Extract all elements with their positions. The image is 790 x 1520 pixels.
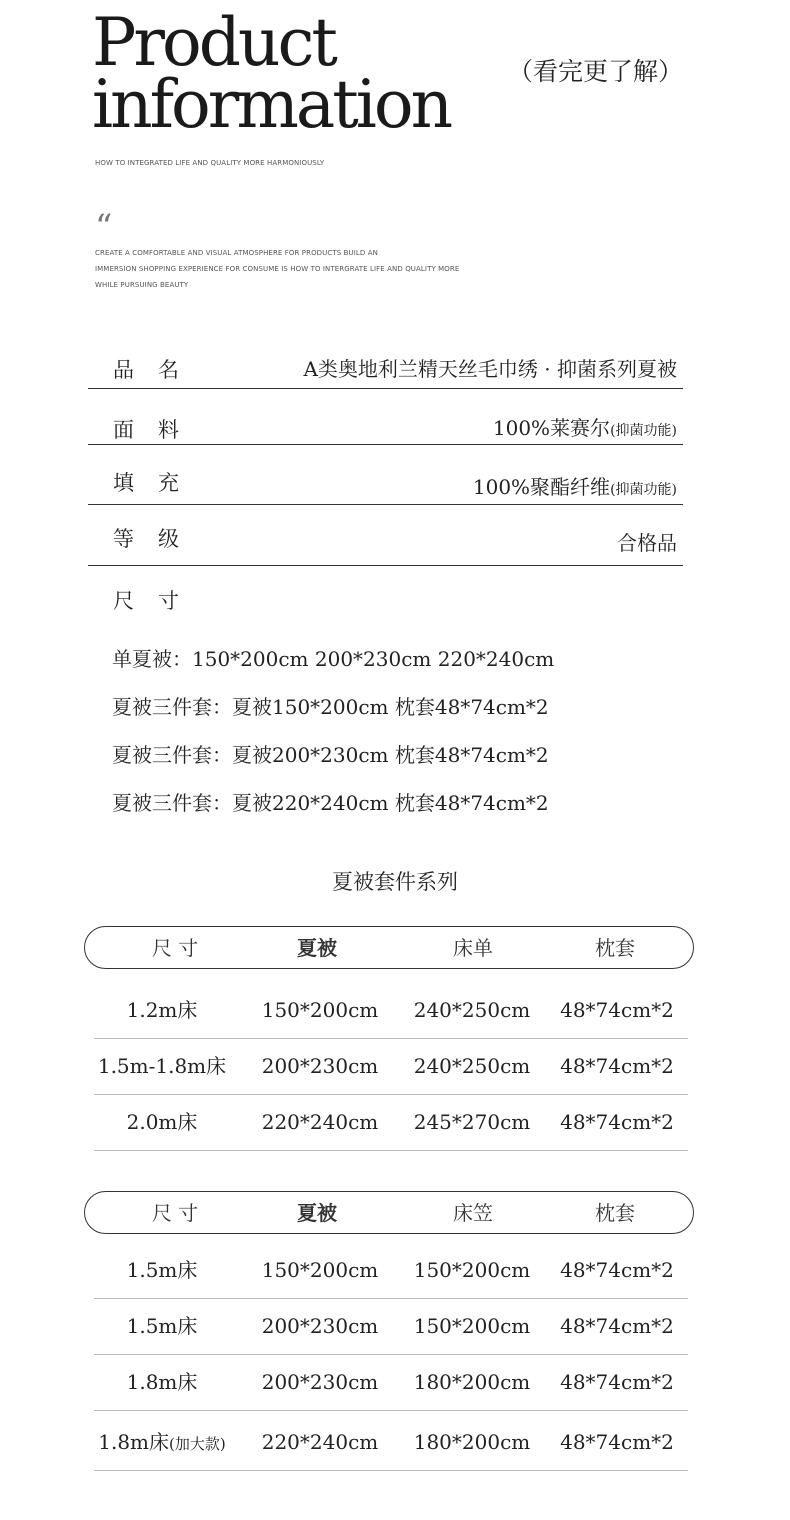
spec-size-label: 尺寸 [113,589,203,613]
table-row [94,982,688,1039]
cell-size: 2.0m床 [126,1110,198,1134]
header-subtitle: HOW TO INTEGRATED LIFE AND QUALITY MORE HARMONIOUSLY [95,159,325,167]
table2-header-pillowcase: 枕套 [595,1201,635,1225]
table-row [94,1414,688,1471]
cell-sheet: 240*250cm [413,1054,531,1078]
cell-size: 1.2m床 [126,998,198,1022]
cell-pillowcase: 48*74cm*2 [560,1110,674,1134]
spec-grade-label: 等级 [113,527,203,551]
cell-size-note: (加大款) [169,1435,226,1453]
spec-filling-label: 填充 [113,471,203,495]
cell-quilt: 150*200cm [261,1258,379,1282]
cell-pillowcase: 48*74cm*2 [560,998,674,1022]
cell-fitted-sheet: 150*200cm [413,1258,531,1282]
spec-filling-value: 100%聚酯纤维(抑菌功能) [472,475,677,499]
spec-grade-value: 合格品 [617,531,677,555]
size-line: 单夏被：150*200cm 200*230cm 220*240cm [112,647,555,671]
table2-header-fitted-sheet: 床笠 [453,1201,493,1225]
cell-quilt: 150*200cm [261,998,379,1022]
cell-sheet: 245*270cm [413,1110,531,1134]
table2-header [84,1191,694,1234]
table-row [94,1354,688,1411]
cell-size: 1.5m床 [126,1314,198,1338]
table-row [94,1242,688,1299]
table-row [94,1094,688,1151]
cell-quilt: 220*240cm [261,1430,379,1454]
table1-header-size: 尺 寸 [151,936,199,960]
quote-line-3: WHILE PURSUING BEAUTY [95,281,189,289]
header-note: （看完更了解） [508,57,684,86]
cell-quilt: 200*230cm [261,1314,379,1338]
spec-fabric-label: 面料 [113,418,203,442]
cell-quilt: 200*230cm [261,1370,379,1394]
title-line-1: Product [92,4,335,81]
cell-size: 1.5m床 [126,1258,198,1282]
divider [88,504,683,505]
spec-fabric-note: (抑菌功能) [610,423,677,439]
spec-fabric-value: 100%莱赛尔(抑菌功能) [492,416,677,440]
cell-fitted-sheet: 180*200cm [413,1370,531,1394]
cell-fitted-sheet: 150*200cm [413,1314,531,1338]
quote-mark-icon: “ [95,207,113,247]
table1-header-sheet: 床单 [453,936,493,960]
table1-header-quilt: 夏被 [297,936,337,960]
cell-pillowcase: 48*74cm*2 [560,1258,674,1282]
cell-pillowcase: 48*74cm*2 [560,1430,674,1454]
size-line: 夏被三件套：夏被200*230cm 枕套48*74cm*2 [112,743,549,767]
cell-size: 1.8m床(加大款) [98,1430,226,1454]
title-line-2: information [92,66,451,143]
table1-header-pillowcase: 枕套 [595,936,635,960]
cell-size: 1.5m-1.8m床 [97,1054,227,1078]
spec-name-value: A类奥地利兰精天丝毛巾绣 · 抑菌系列夏被 [303,357,677,381]
table2-header-size: 尺 寸 [151,1201,199,1225]
size-line: 夏被三件套：夏被220*240cm 枕套48*74cm*2 [112,791,549,815]
cell-pillowcase: 48*74cm*2 [560,1054,674,1078]
divider [88,388,683,389]
cell-quilt: 200*230cm [261,1054,379,1078]
cell-pillowcase: 48*74cm*2 [560,1314,674,1338]
quote-line-1: CREATE A COMFORTABLE AND VISUAL ATMOSPHERE FOR PRODUCTS BUILD AN [95,249,378,257]
cell-size: 1.8m床 [126,1370,198,1394]
spec-name-label: 品名 [113,358,203,382]
table2-header-quilt: 夏被 [297,1201,337,1225]
cell-sheet: 240*250cm [413,998,531,1022]
cell-fitted-sheet: 180*200cm [413,1430,531,1454]
size-line: 夏被三件套：夏被150*200cm 枕套48*74cm*2 [112,695,549,719]
divider [88,565,683,566]
cell-quilt: 220*240cm [261,1110,379,1134]
divider [88,444,683,445]
table-row [94,1038,688,1095]
series-title: 夏被套件系列 [332,870,458,894]
spec-filling-note: (抑菌功能) [610,482,677,498]
table-row [94,1298,688,1355]
quote-line-2: IMMERSION SHOPPING EXPERIENCE FOR CONSUME IS HOW TO INTERGRATE LIFE AND QUALITY MORE [95,265,460,273]
cell-pillowcase: 48*74cm*2 [560,1370,674,1394]
table1-header [84,926,694,969]
